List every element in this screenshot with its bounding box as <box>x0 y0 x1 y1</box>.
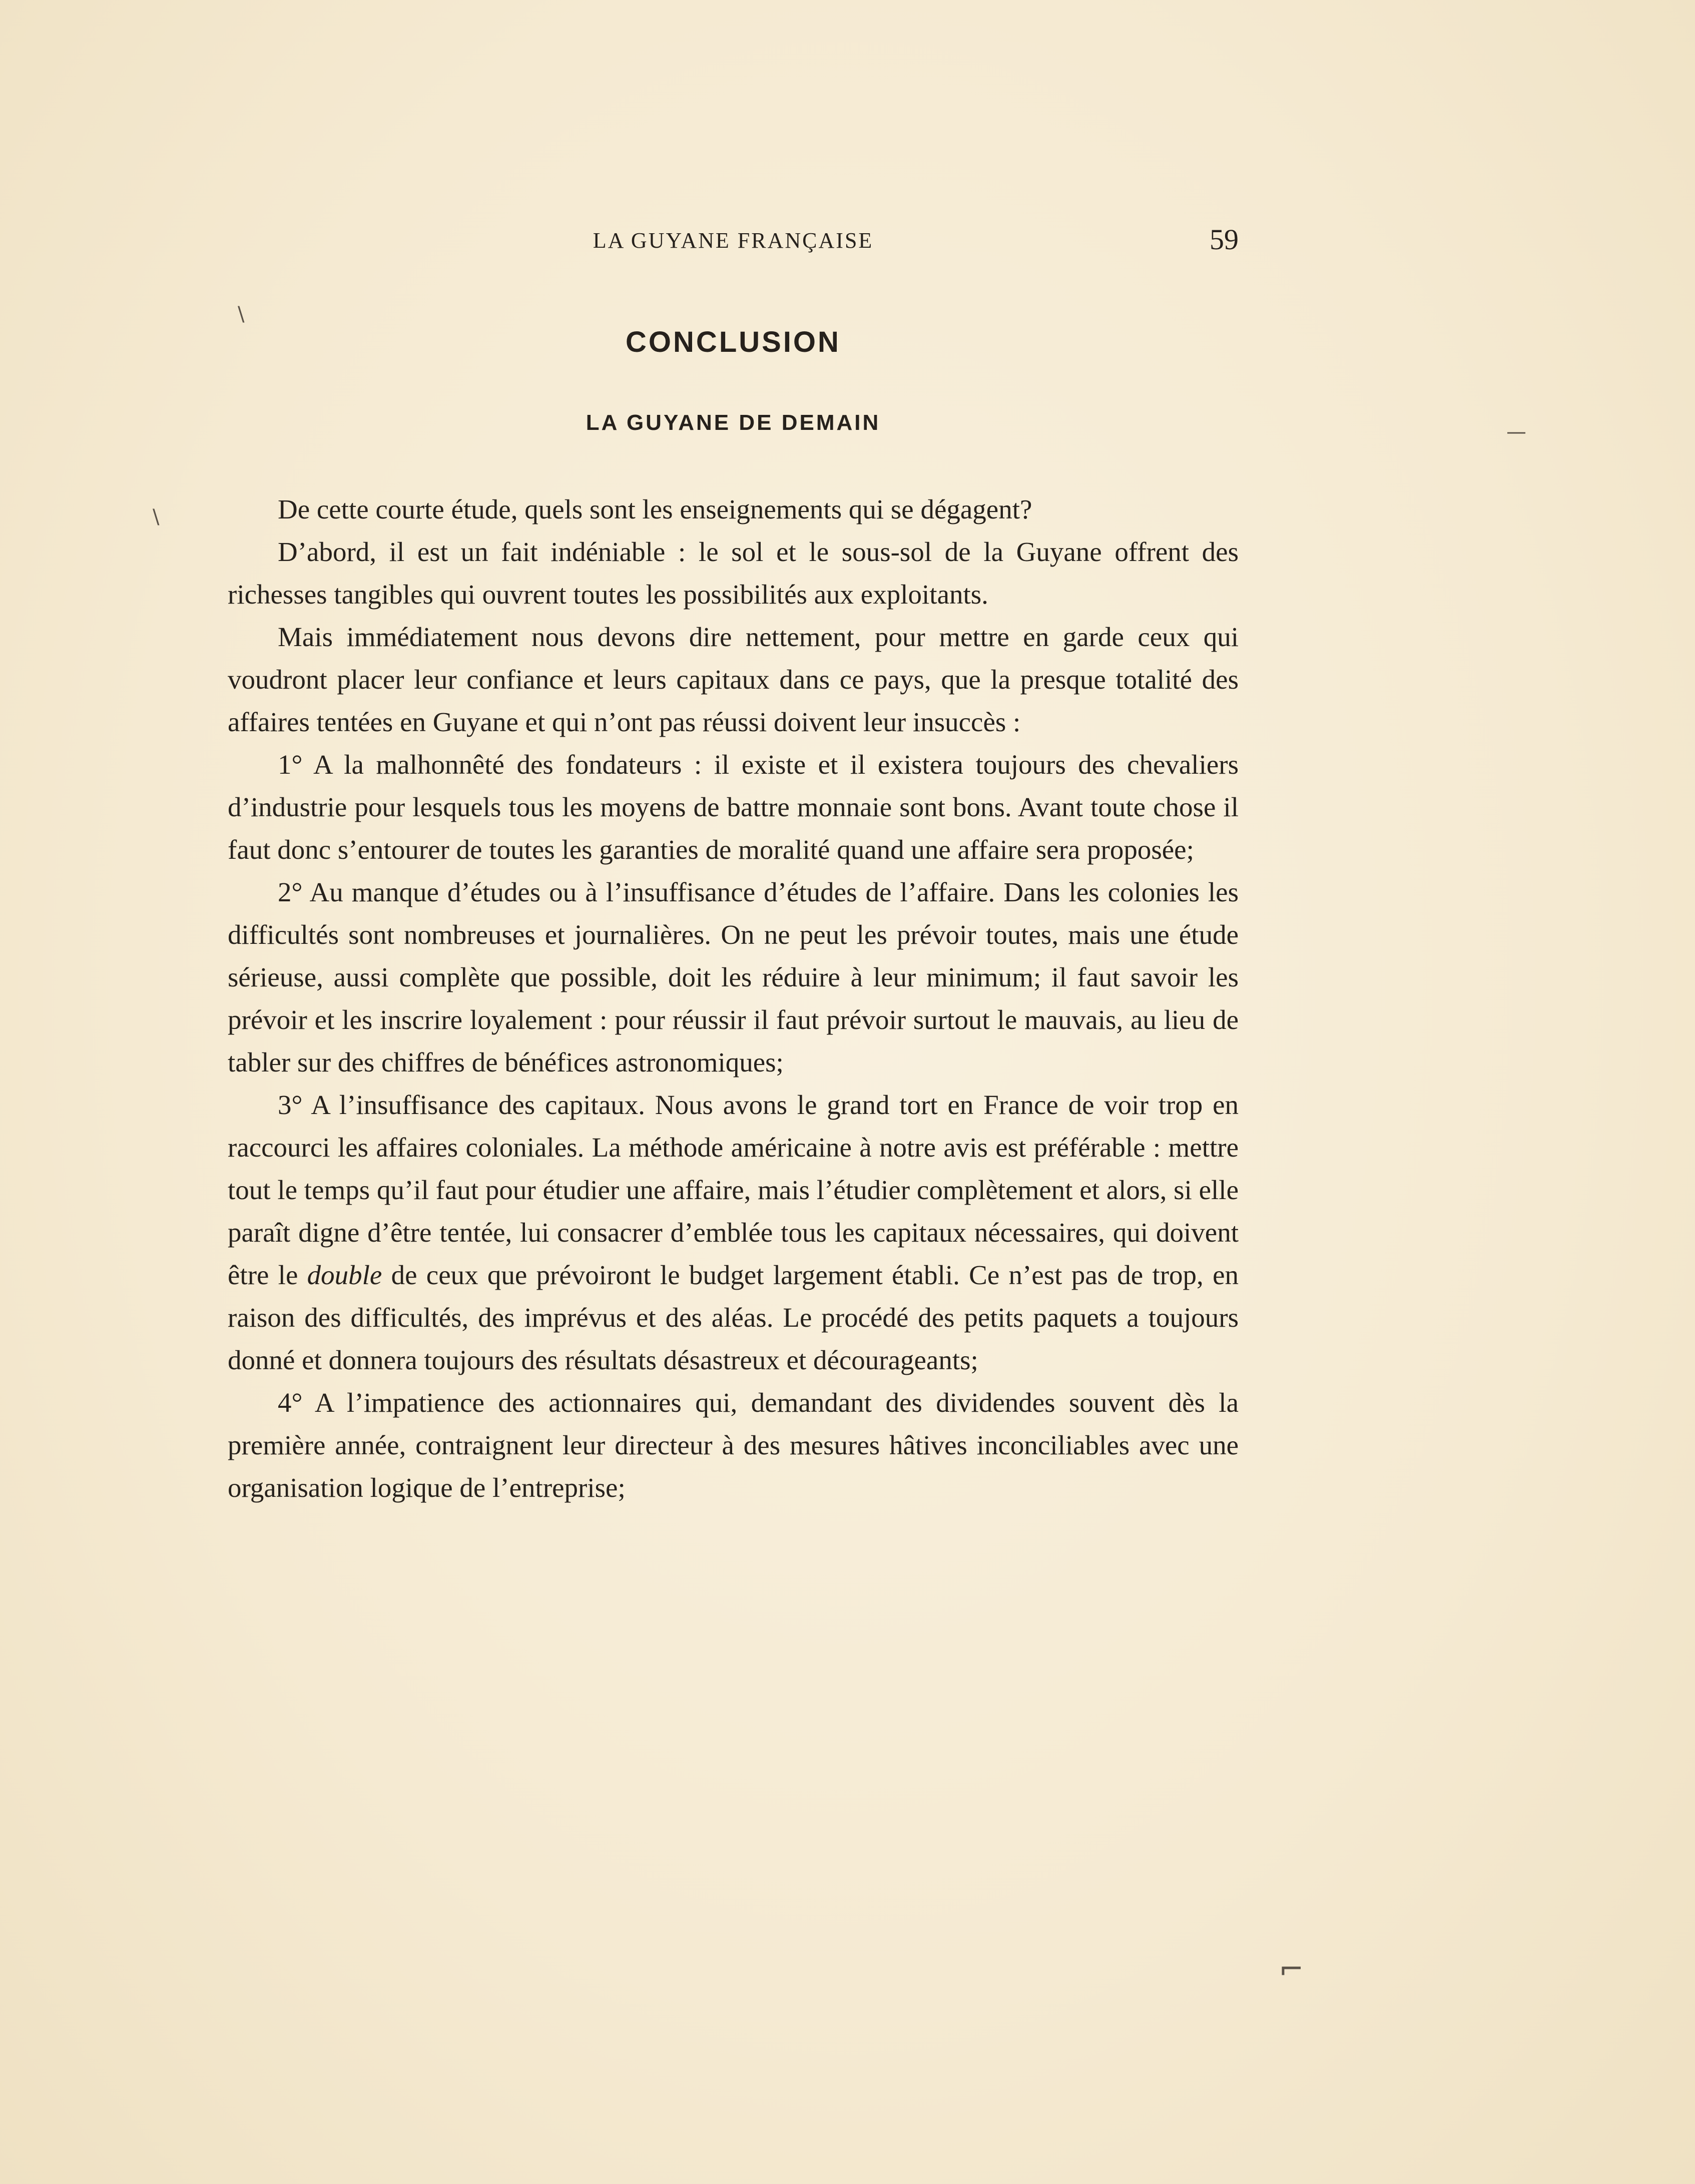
stray-mark: ⌐ <box>1279 1952 1304 1987</box>
section-subtitle: LA GUYANE DE DEMAIN <box>586 410 881 435</box>
running-head <box>228 223 1239 258</box>
paragraph: De cette courte étude, quels sont les enseignements qui se dégagent? <box>278 494 1032 524</box>
stray-mark: \ <box>153 505 160 528</box>
paragraph <box>228 1083 1239 1381</box>
paragraph: Mais immédiatement nous devons dire nettement, pour mettre en garde ceux qui voudront placer leur confiance et leurs capitaux dans ce pays, que la presque totalité des affaires tentées en Guyane et qui n’ont pas réussi doivent leur insuccès : <box>228 622 1239 737</box>
paragraph-text: 3° A l’insuffisance des capitaux. Nous avons le grand tort en France de voir trop en raccourci les affaires coloniales. La méthode américaine à notre avis est préférable : mettre tout le temps qu’il faut pour étudier une affaire, mais l’étudier complètement et alors, si elle paraît digne d’être tentée, lui consacrer d’emblée tous les capitaux nécessaires, qui doivent être le <box>228 1089 1239 1290</box>
stray-mark: \ <box>238 303 245 326</box>
paragraph: 2° Au manque d’études ou à l’insuffisance d’études de l’affaire. Dans les colonies les difficultés sont nombreuses et journalières. On ne peut les prévoir toutes, mais une étude sérieuse, aussi complète que possible, doit les réduire à leur minimum; il faut savoir les prévoir et les inscrire loyalement : pour réussir il faut prévoir surtout le mauvais, au lieu de tabler sur des chiffres de bénéfices astronomiques; <box>228 877 1239 1077</box>
emphasis-text: double <box>307 1260 382 1290</box>
page-number: 59 <box>1210 223 1239 256</box>
section-title: CONCLUSION <box>626 326 841 358</box>
paragraph: 4° A l’impatience des actionnaires qui, demandant des dividendes souvent dès la première année, contraignent leur directeur à des mesures hâtives inconciliables avec une organisation logique de l’entreprise; <box>228 1387 1239 1503</box>
stray-mark: — <box>1506 420 1526 443</box>
paragraph: D’abord, il est un fait indéniable : le sol et le sous-sol de la Guyane offrent des richesses tangibles qui ouvrent toutes les possibilités aux exploitants. <box>228 536 1239 610</box>
paragraph: 1° A la malhonnêté des fondateurs : il existe et il existera toujours des chevaliers d’industrie pour lesquels tous les moyens de battre monnaie sont bons. Avant toute chose il faut donc s’entourer de toutes les garanties de moralité quand une affaire sera proposée; <box>228 749 1239 865</box>
running-title: LA GUYANE FRANÇAISE <box>593 228 874 253</box>
body-text <box>228 488 1239 1509</box>
paragraph-text: de ceux que prévoiront le budget largement établi. Ce n’est pas de trop, en raison des difficultés, des imprévus et des aléas. Le procédé des petits paquets a toujours donné et donnera toujours des résultats désastreux et décourageants; <box>228 1260 1239 1375</box>
